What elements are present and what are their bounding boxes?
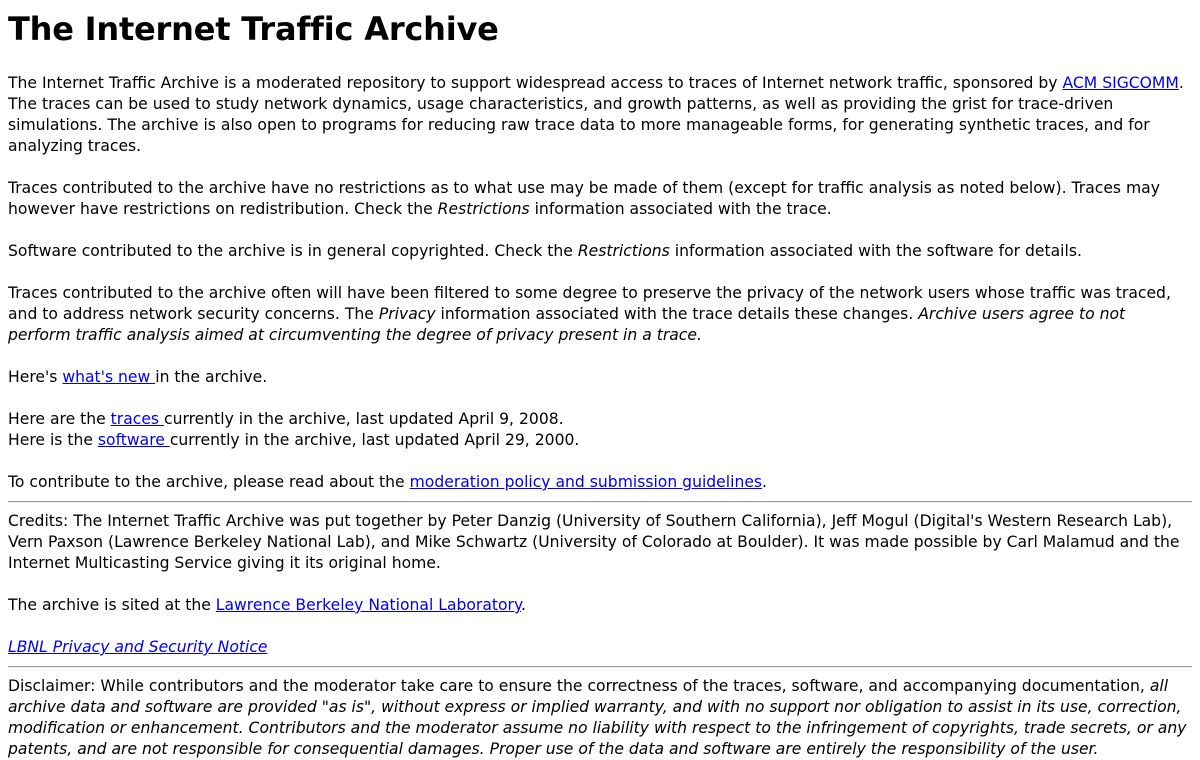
whats-new-text-2: in the archive.: [155, 368, 268, 386]
privacy-emphasis: Privacy: [378, 305, 436, 323]
lbnl-privacy-notice-text: LBNL Privacy and Security Notice: [8, 638, 268, 656]
divider-2: [8, 666, 1192, 668]
divider-1: [8, 501, 1192, 503]
privacy-text-2: information associated with the trace details these changes.: [435, 305, 919, 323]
intro-text-2: . The traces can be used to study network dynamics, usage characteristics, and growth patterns, as well as providing the grist for trace-driven simulations. The archive is also open to programs for reducing raw trace data to more manageable forms, for generating synthetic traces, and for analyzing traces.: [8, 74, 1184, 155]
privacy-paragraph: [8, 283, 1192, 346]
software-restrictions-text-2: information associated with the software for details.: [669, 242, 1082, 260]
lbnl-notice-line: [8, 637, 1192, 658]
disclaimer-text-1: Disclaimer: While contributors and the moderator take care to ensure the correctness of the traces, software, and accompanying documentation,: [8, 677, 1150, 695]
lbnl-link[interactable]: Lawrence Berkeley National Laboratory: [215, 596, 521, 614]
contribute-text-2: .: [762, 473, 768, 491]
acm-sigcomm-link[interactable]: ACM SIGCOMM: [1062, 74, 1179, 92]
privacy-text-1: Traces contributed to the archive often will have been filtered to some degree to preserve the privacy of the network users whose traffic was traced, and to address network security concerns. The: [8, 284, 1171, 323]
disclaimer-paragraph: [8, 676, 1192, 760]
whats-new-line: [8, 367, 1192, 388]
trace-restrictions-text-2: information associated with the trace.: [529, 200, 832, 218]
trace-restrictions-text-1: Traces contributed to the archive have no restrictions as to what use may be made of them (except for traffic analysis as noted below). Traces may however have restrictions on redistribution. Check the: [8, 179, 1160, 218]
software-restrictions-text-1: Software contributed to the archive is in general copyrighted. Check the: [8, 242, 578, 260]
contribute-line: [8, 472, 1192, 493]
restrictions-emphasis: Restrictions: [437, 200, 530, 218]
traces-text-1: Here are the: [8, 410, 111, 428]
software-text-1: Here is the: [8, 431, 98, 449]
contribute-text-1: To contribute to the archive, please read about the: [8, 473, 410, 491]
sited-line: [8, 595, 1192, 616]
disclaimer-emphasis: all archive data and software are provided "as is", without express or implied warranty, and with no support nor obligation to assist in its use, correction, modification or enhancement. Contributors and the moderator assume no liability with respect to the infringement of copyrights, trade secrets, or any patents, and are not responsible for consequential damages. Proper use of the data and software are entirely the responsibility of the user.: [8, 677, 1187, 758]
traces-line: [8, 409, 1192, 430]
software-link[interactable]: software: [97, 431, 170, 449]
traces-text-2: currently in the archive, last updated April 9, 2008.: [164, 410, 564, 428]
credits-paragraph: Credits: The Internet Traffic Archive was put together by Peter Danzig (University of Southern California), Jeff Mogul (Digital's Western Research Lab), Vern Paxson (Lawrence Berkeley National Lab), and Mike Schwartz (University of Colorado at Boulder). It was made possible by Carl Malamud and the Internet Multicasting Service giving it its original home.: [8, 512, 1180, 572]
sited-text-1: The archive is sited at the: [8, 596, 216, 614]
traffic-analysis-agreement: Archive users agree to not perform traffic analysis aimed at circumventing the degree of privacy present in a trace.: [8, 305, 1126, 344]
software-restrictions-emphasis: Restrictions: [577, 242, 670, 260]
lbnl-privacy-notice-link[interactable]: [8, 638, 268, 656]
whats-new-text-1: Here's: [8, 368, 63, 386]
trace-restrictions-paragraph: [8, 178, 1192, 220]
sited-text-2: .: [520, 596, 526, 614]
software-line: [8, 430, 1192, 451]
whats-new-link[interactable]: what's new: [62, 368, 156, 386]
software-restrictions-paragraph: [8, 241, 1192, 262]
intro-paragraph: [8, 73, 1192, 157]
moderation-policy-link[interactable]: moderation policy and submission guidelines: [409, 473, 763, 491]
page-content: [0, 10, 1200, 760]
traces-link[interactable]: traces: [110, 410, 165, 428]
intro-text-1: The Internet Traffic Archive is a moderated repository to support widespread access to traces of Internet network traffic, sponsored by: [8, 74, 1063, 92]
software-text-2: currently in the archive, last updated April 29, 2000.: [169, 431, 580, 449]
page-title: The Internet Traffic Archive: [8, 10, 499, 48]
